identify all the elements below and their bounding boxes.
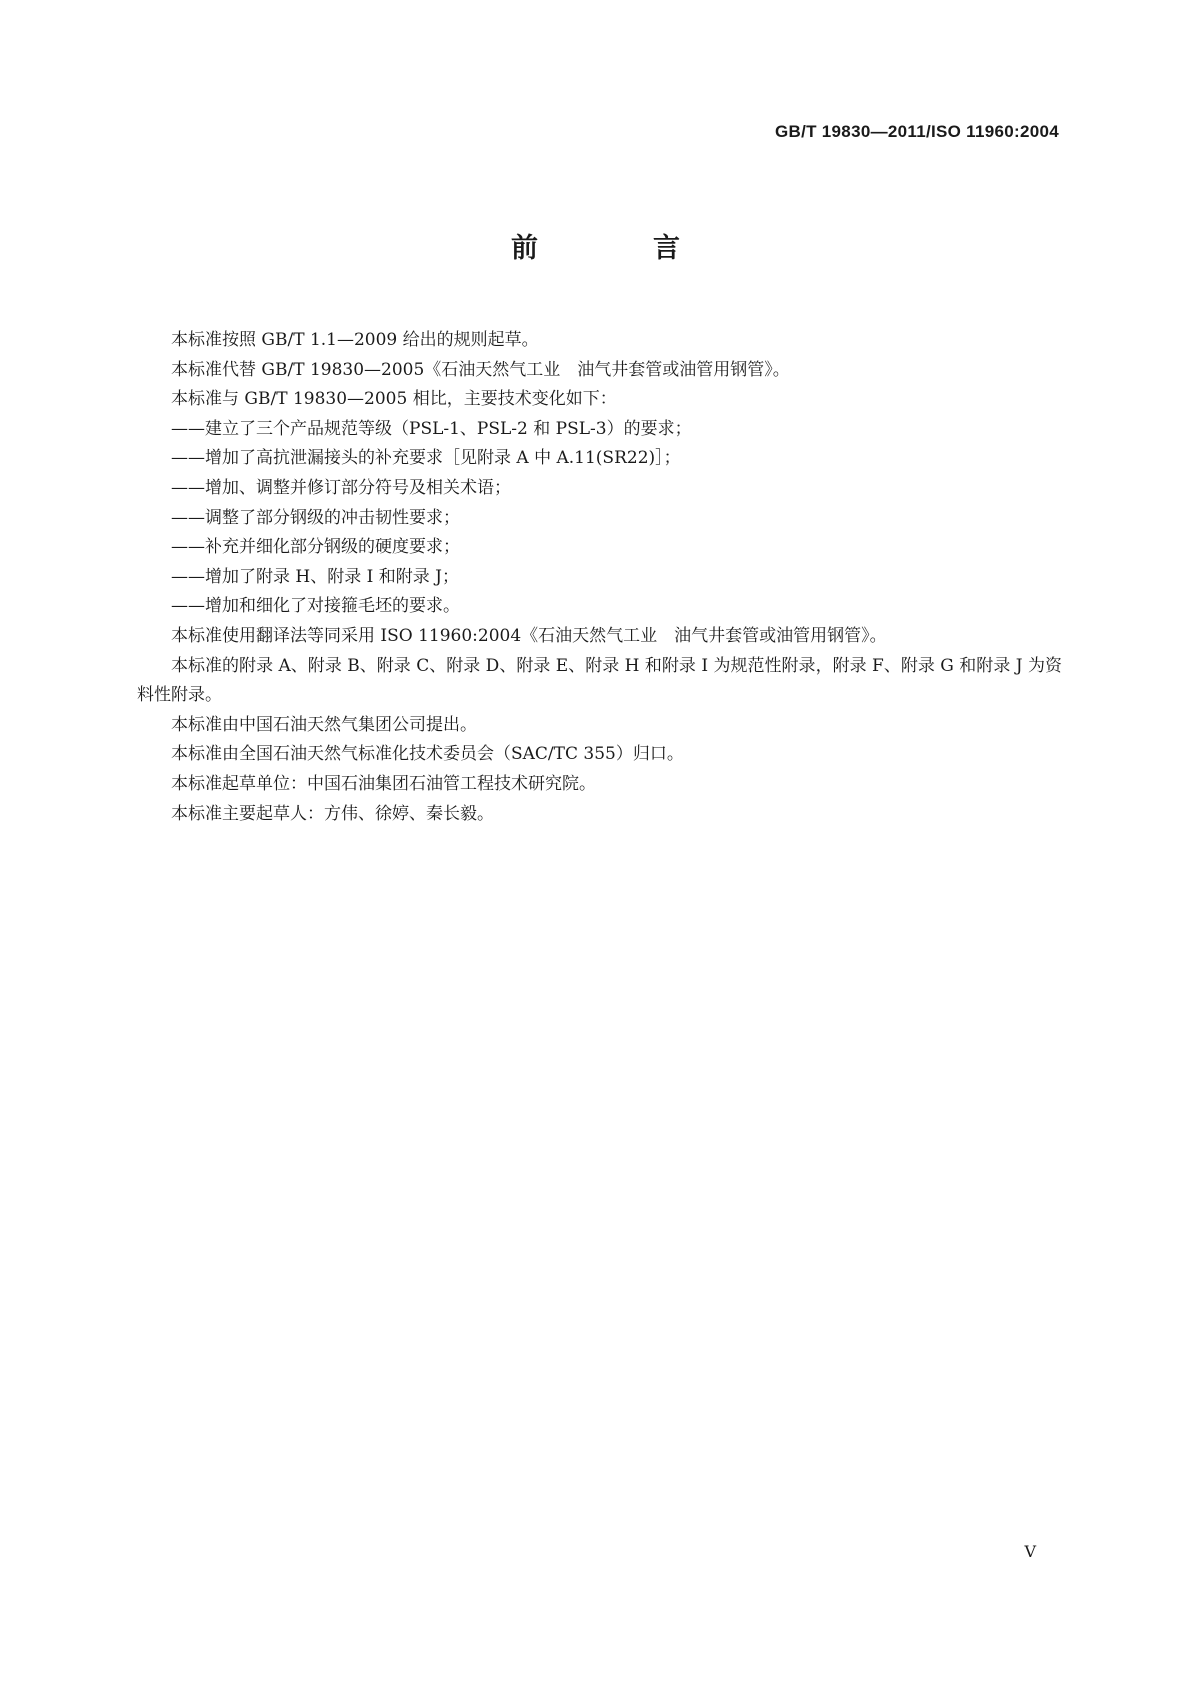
change-item: ——补充并细化部分钢级的硬度要求； (171, 537, 460, 558)
paragraph-proposer: 本标准由中国石油天然气集团公司提出。 (171, 714, 477, 735)
change-item: ——调整了部分钢级的冲击韧性要求； (171, 507, 460, 528)
paragraph-drafting-rules: 本标准按照 GB/T 1.1—2009 给出的规则起草。 (171, 330, 539, 350)
change-item: ——增加、调整并修订部分符号及相关术语； (171, 477, 511, 498)
paragraph-drafters: 本标准主要起草人：方伟、徐婷、秦长毅。 (171, 803, 494, 824)
change-item: ——增加了附录 H、附录 I 和附录 J； (171, 566, 459, 587)
change-item: ——建立了三个产品规范等级（PSL-1、PSL-2 和 PSL-3）的要求； (171, 418, 692, 439)
page-number: Ⅴ (1024, 1542, 1036, 1561)
paragraph-replaces: 本标准代替 GB/T 19830—2005《石油天然气工业 油气井套管或油管用钢管》。 (171, 359, 790, 380)
paragraph-changes-intro: 本标准与 GB/T 19830—2005 相比，主要技术变化如下： (171, 389, 617, 410)
paragraph-annexes: 本标准的附录 A、附录 B、附录 C、附录 D、附录 E、附录 H 和附录 I 为规范性附录，附录 F、附录 G 和附录 J 为资料性附录。 (137, 655, 1062, 706)
page-title: 前 言 (511, 233, 724, 264)
document-body (137, 326, 1062, 829)
paragraph-drafting-unit: 本标准起草单位：中国石油集团石油管工程技术研究院。 (171, 773, 596, 794)
paragraph-adoption: 本标准使用翻译法等同采用 ISO 11960:2004《石油天然气工业 油气井套管或油管用钢管》。 (171, 625, 887, 646)
change-item: ——增加了高抗泄漏接头的补充要求［见附录 A 中 A.11(SR22)］； (171, 448, 681, 469)
change-item: ——增加和细化了对接箍毛坯的要求。 (171, 596, 460, 617)
standard-code: GB/T 19830—2011/ISO 11960:2004 (774, 122, 1059, 141)
paragraph-committee: 本标准由全国石油天然气标准化技术委员会（SAC/TC 355）归口。 (171, 744, 684, 765)
